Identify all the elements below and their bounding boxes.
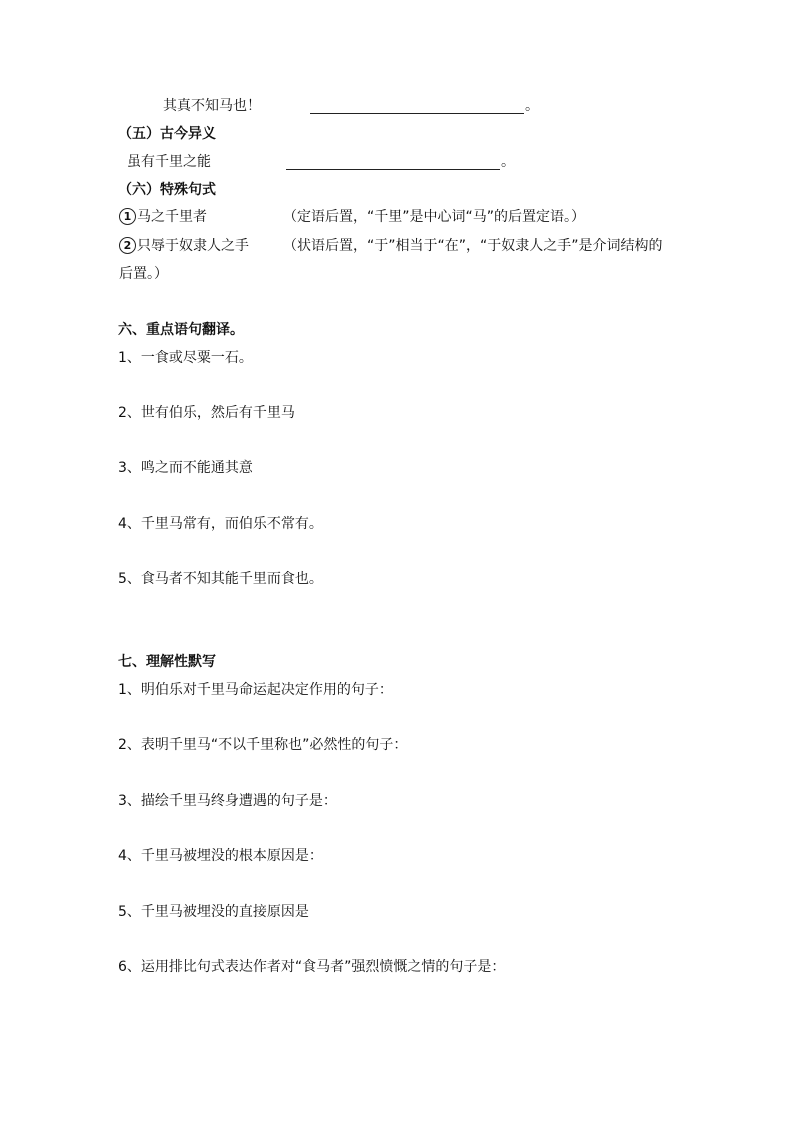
dictation-item: 3、描绘千里马终身遭遇的句子是： [118, 793, 337, 809]
dictation-item: 4、千里马被埋没的根本原因是： [118, 848, 323, 864]
heading-teshu-jushi: （六）特殊句式 [118, 182, 216, 198]
translation-item: 2、世有伯乐，然后有千里马 [118, 405, 295, 421]
special-item-2 [119, 236, 249, 256]
translation-item: 5、食马者不知其能千里而食也。 [118, 571, 323, 587]
circled-number: 2 [119, 237, 136, 254]
sentence-qizhen: 其真不知马也！ [163, 98, 261, 114]
special-item-note-cont: 后置。） [119, 266, 168, 282]
sentence-suiyou: 虽有千里之能 [127, 154, 211, 170]
special-item-text: 只辱于奴隶人之手 [137, 238, 249, 254]
heading-dictation: 七、理解性默写 [118, 654, 216, 670]
heading-translation: 六、重点语句翻译。 [118, 322, 244, 338]
period-2: 。 [501, 154, 515, 170]
special-item-note: （定语后置，“千里”是中心词“马”的后置定语。） [283, 209, 586, 225]
answer-blank-1[interactable] [310, 113, 524, 114]
special-item-note: （状语后置，“于”相当于“在”，“于奴隶人之手”是介词结构的 [283, 238, 663, 254]
circled-number: 1 [119, 208, 136, 225]
dictation-item: 1、明伯乐对千里马命运起决定作用的句子： [118, 682, 393, 698]
dictation-item: 6、运用排比句式表达作者对“食马者”强烈愤慨之情的句子是： [118, 959, 506, 975]
special-item-1 [119, 207, 207, 227]
heading-gujin-yiyi: （五）古今异义 [118, 126, 216, 142]
translation-item: 4、千里马常有，而伯乐不常有。 [118, 516, 323, 532]
period-1: 。 [525, 98, 539, 114]
translation-item: 3、鸣之而不能通其意 [118, 460, 253, 476]
special-item-text: 马之千里者 [137, 209, 207, 225]
answer-blank-2[interactable] [286, 169, 500, 170]
translation-item: 1、一食或尽粟一石。 [118, 350, 253, 366]
dictation-item: 5、千里马被埋没的直接原因是 [118, 904, 309, 920]
dictation-item: 2、表明千里马“不以千里称也”必然性的句子： [118, 737, 408, 753]
